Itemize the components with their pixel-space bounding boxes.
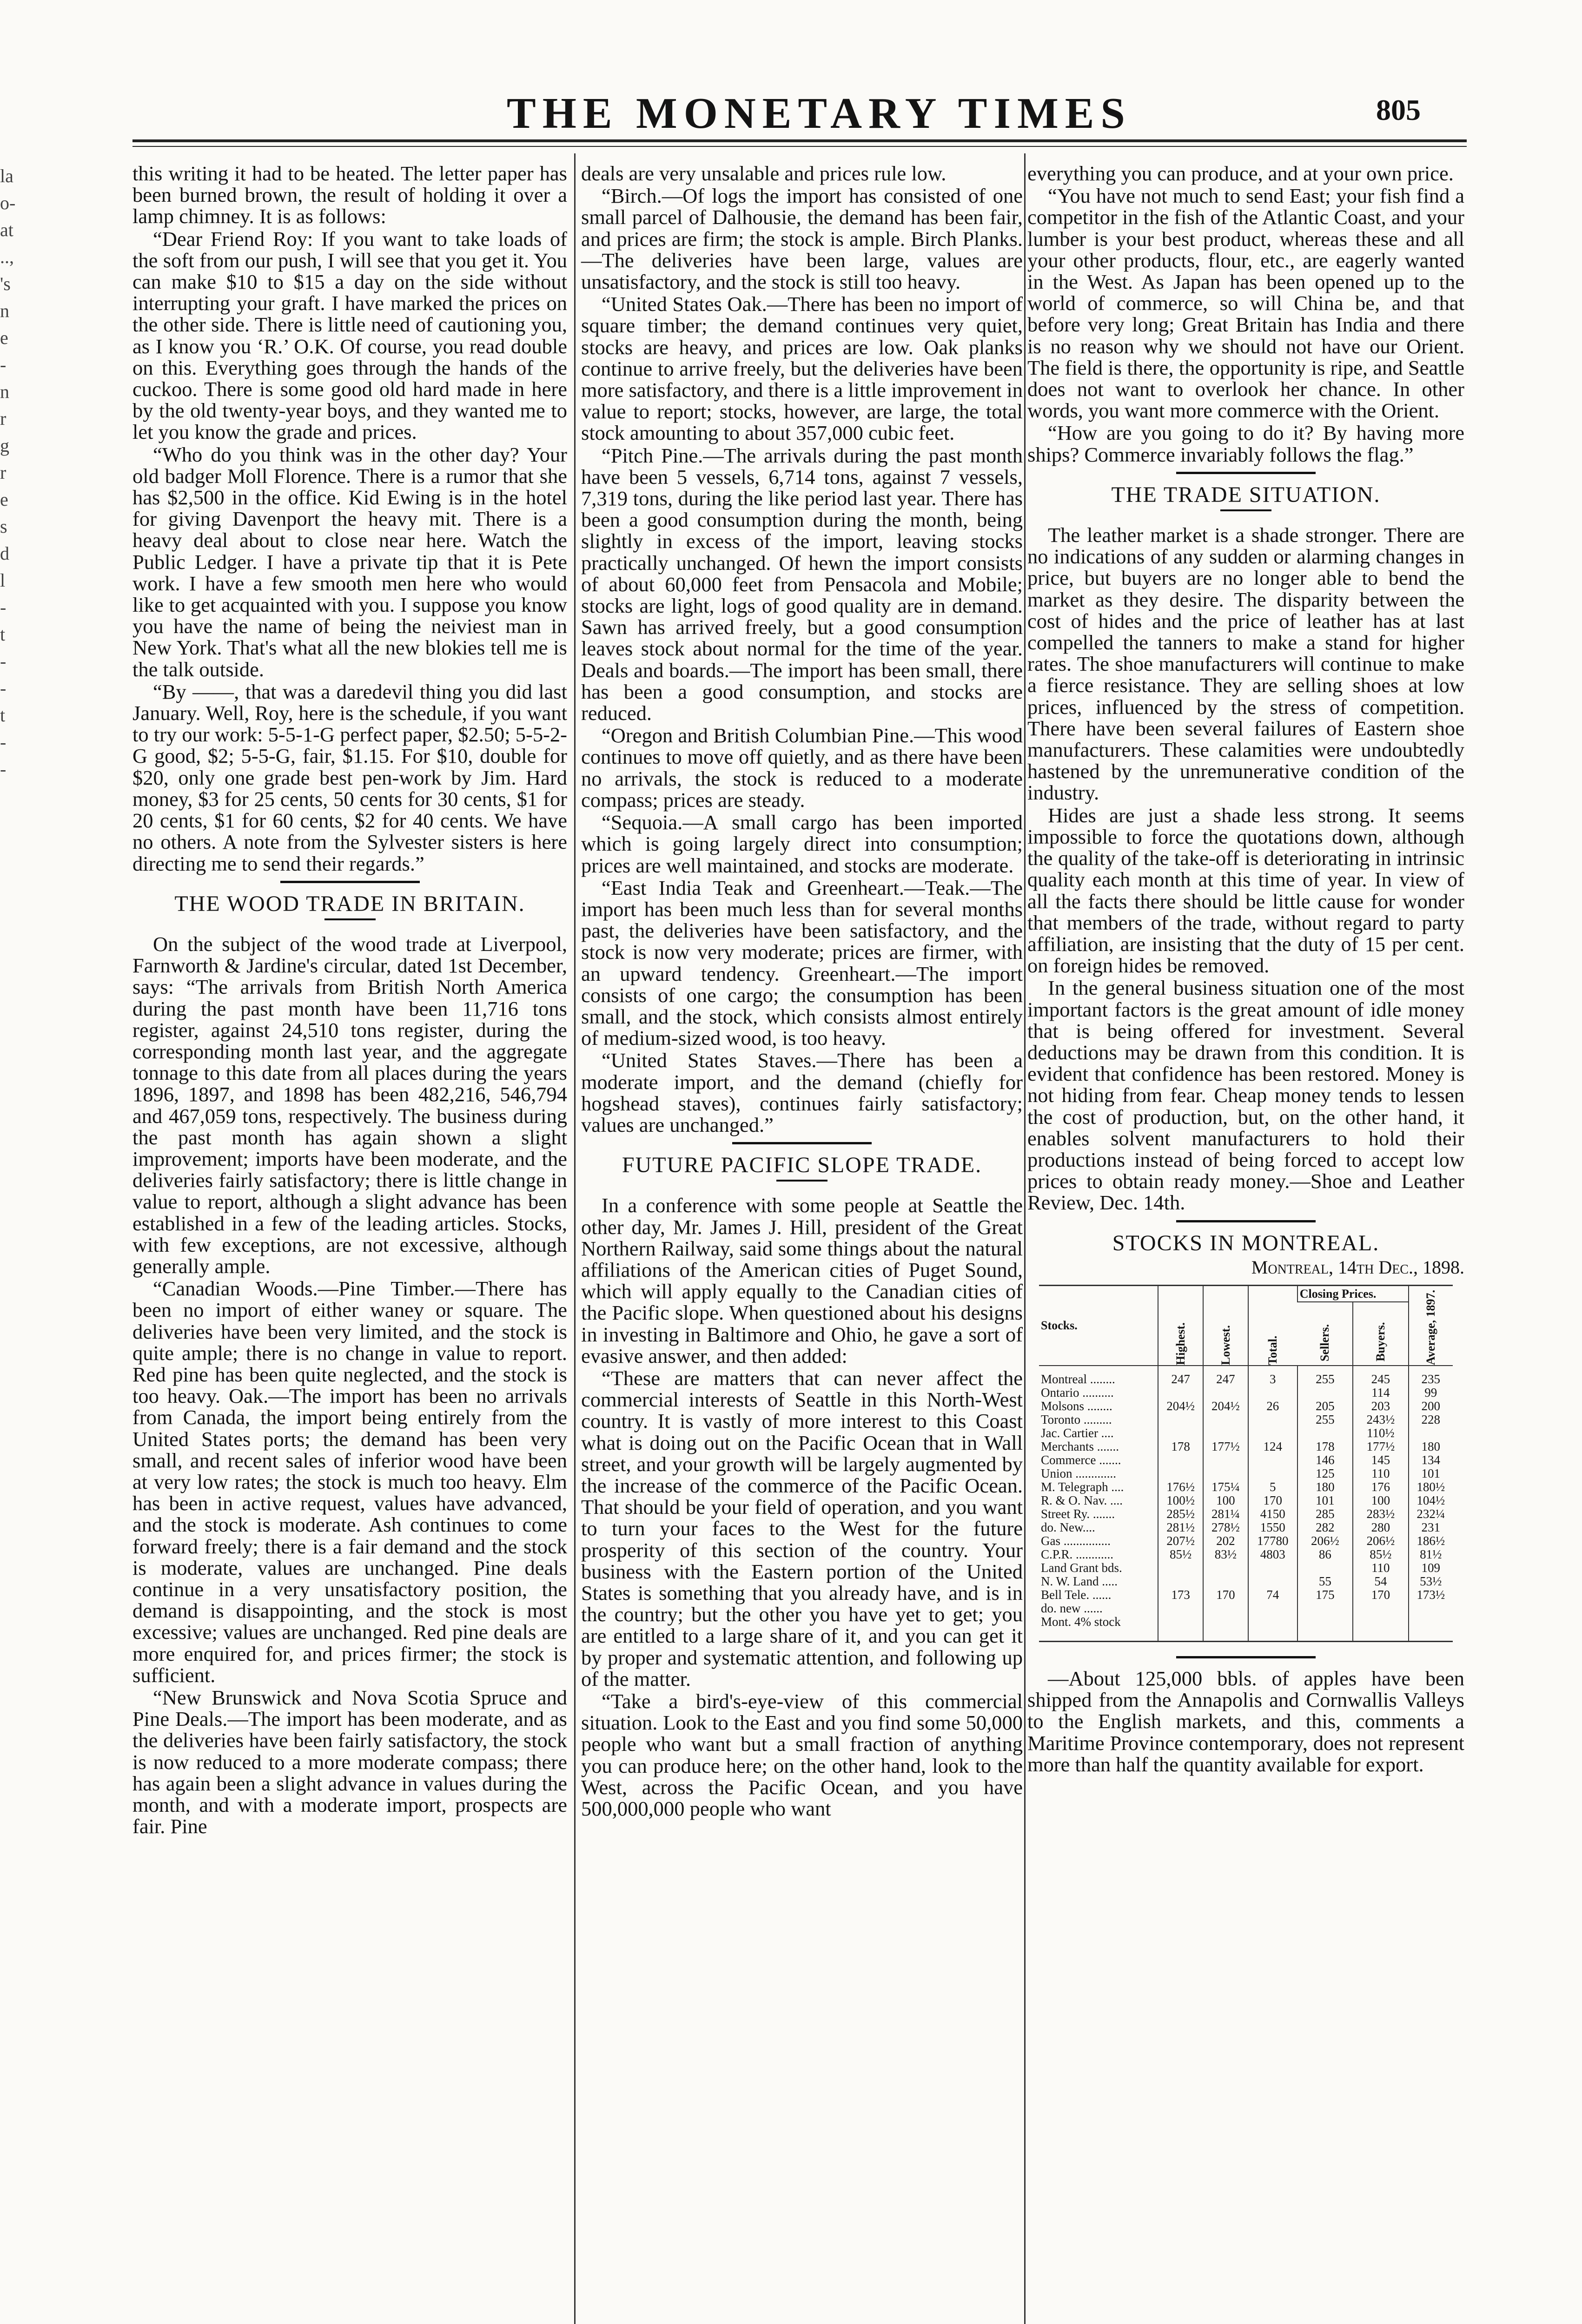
stock-value: 235 [1409, 1366, 1453, 1386]
margin-fragment: - [0, 678, 7, 699]
margin-fragment: r [0, 462, 7, 483]
stock-value [1409, 1615, 1453, 1642]
pacific-trade-continued [1027, 163, 1464, 465]
wood-paragraph: “East India Teak and Greenheart.—Teak.—The import has been much less than for several months past, the deliveries have been satisfactory, and the stock is now very moderate; prices are firmer, with an upward tendency. Greenheart.—The import consists of one cargo; the consumption has been small, and the stock, which consists almost entirely of medium-sized wood, is too heavy. [581, 876, 1023, 1050]
stock-value: 85½ [1158, 1548, 1203, 1561]
stock-value [1353, 1615, 1408, 1642]
stock-value: 173½ [1409, 1588, 1453, 1602]
stock-value: 54 [1353, 1575, 1408, 1588]
stock-value: 178 [1158, 1440, 1203, 1453]
stock-name: C.P.R. ............ [1041, 1547, 1114, 1561]
section-divider [732, 1142, 872, 1144]
stock-value [1158, 1426, 1203, 1440]
header-rule [132, 139, 1467, 142]
stock-row [1039, 1588, 1453, 1602]
stock-value [1158, 1615, 1203, 1642]
pacific-paragraph: “How are you going to do it? By having more ships? Commerce invariably follows the flag.” [1027, 421, 1464, 466]
stock-value: 281¼ [1203, 1507, 1248, 1521]
margin-fragment: t [0, 705, 6, 726]
stock-value [1248, 1615, 1297, 1642]
heading-trade-situation: THE TRADE SITUATION. [1111, 482, 1381, 507]
pacific-paragraph: In a conference with some people at Seattle the other day, Mr. James J. Hill, president of the Great Northern Railway, said some things about the natural affiliations of the American cities of Puget Sound, which will apply equally to the Canadian cities of the Pacific slope. When questioned about his designs in investing in Baltimore and Ohio, he gave a sort of evasive answer, and then added: [581, 1194, 1023, 1367]
stock-value [1158, 1386, 1203, 1400]
margin-fragment: n [0, 300, 9, 321]
margin-fragment: e [0, 327, 8, 348]
stock-value: 285½ [1158, 1507, 1203, 1521]
section-divider [1176, 1656, 1316, 1658]
left-margin-fragments [0, 163, 28, 783]
stock-value [1248, 1386, 1297, 1400]
stock-name: Molsons ........ [1041, 1399, 1112, 1413]
stock-value: 114 [1353, 1386, 1408, 1400]
stock-value [1203, 1453, 1248, 1467]
stock-name: Commerce ....... [1041, 1452, 1121, 1467]
stock-row [1039, 1400, 1453, 1413]
stock-value: 278½ [1203, 1521, 1248, 1534]
col-header-stocks: Stocks. [1039, 1285, 1158, 1366]
stock-value [1158, 1602, 1203, 1615]
stock-value: 101 [1409, 1467, 1453, 1480]
pacific-paragraph: “You have not much to send East; your fish find a competitor in the fish of the Atlantic Coast, and your lumber is your best product, whereas these and all your other products, flour, etc., are eagerly wanted in the West. As Japan has been opened up to the world of commerce, so will China be, and that before very long; Great Britain has India and there is no reason why we should not have our Orient. The field is there, the opportunity is ripe, and Seattle does not want to overlook her chance. In other words, you want more commerce with the Orient. [1027, 184, 1464, 423]
stock-value: 110 [1353, 1467, 1408, 1480]
wood-paragraph: “United States Oak.—There has been no import of square timber; the demand continues very quiet, stocks are heavy, and prices are low. Oak planks continue to arrive freely, but the deliveries have been more satisfactory, and there is a little improvement in value to report; stocks, however, are large, the total stock amounting to about 357,000 cubic feet. [581, 292, 1023, 445]
stock-value: 4803 [1248, 1548, 1297, 1561]
stock-value: 200 [1409, 1400, 1453, 1413]
stock-value: 101 [1297, 1494, 1353, 1507]
stock-row [1039, 1426, 1453, 1440]
stock-value: 145 [1353, 1453, 1408, 1467]
stocks-table [1039, 1285, 1453, 1642]
heading-rule [1220, 509, 1271, 511]
stock-name: do. New.... [1041, 1520, 1095, 1534]
heading-pacific-trade: FUTURE PACIFIC SLOPE TRADE. [622, 1153, 982, 1178]
stock-value [1203, 1615, 1248, 1642]
stock-value: 100 [1353, 1494, 1408, 1507]
stocks-table-body [1039, 1366, 1453, 1642]
stock-row [1039, 1440, 1453, 1453]
pacific-trade-article [581, 1195, 1023, 1819]
stock-value [1203, 1575, 1248, 1588]
stock-value [1297, 1615, 1353, 1642]
section-divider [1176, 472, 1316, 474]
stock-value: 125 [1297, 1467, 1353, 1480]
stock-name: Union ............. [1041, 1466, 1116, 1480]
col-header-total [1248, 1285, 1297, 1366]
heading-wood-trade: THE WOOD TRADE IN BRITAIN. [174, 891, 525, 916]
stock-name: Toronto ......... [1041, 1412, 1112, 1426]
stock-value: 176½ [1158, 1480, 1203, 1494]
stock-name: N. W. Land ..... [1041, 1574, 1118, 1588]
stock-value: 74 [1248, 1588, 1297, 1602]
stock-value [1203, 1413, 1248, 1426]
section-divider [1176, 1220, 1316, 1222]
masthead [0, 88, 1582, 139]
stock-value: 247 [1203, 1366, 1248, 1386]
margin-fragment: - [0, 354, 7, 375]
margin-fragment: - [0, 732, 7, 753]
stock-row [1039, 1467, 1453, 1480]
stock-value: 146 [1297, 1453, 1353, 1467]
stock-row [1039, 1366, 1453, 1386]
stock-row [1039, 1494, 1453, 1507]
col-header-lowest [1203, 1285, 1248, 1366]
stock-value [1297, 1386, 1353, 1400]
stock-value: 176 [1353, 1480, 1408, 1494]
margin-fragment: - [0, 759, 7, 779]
stock-value: 228 [1409, 1413, 1453, 1426]
stock-value: 180 [1409, 1440, 1453, 1453]
wood-trade-article [132, 933, 567, 1837]
column-divider [574, 153, 576, 2324]
stock-row [1039, 1548, 1453, 1561]
column-2 [581, 163, 1023, 1820]
wood-paragraph: “Pitch Pine.—The arrivals during the past month have been 5 vessels, 6,714 tons, against 7 vessels, 7,319 tons, during the like period last year. There has been a good consumption during the month, being slightly in excess of the import, leaving stocks practically unchanged. Of hewn the import consists of about 60,000 feet from Pensacola and Mobile; stocks are light, logs of good quality are in demand. Sawn has arrived freely, but a good consumption leaves stock about normal for the time of the year. Deals and boards.—The import has been small, there has been a good consumption, and stocks are reduced. [581, 443, 1023, 725]
wood-paragraph: “United States Staves.—There has been a moderate import, and the demand (chiefly for hogshead staves), continues fairly satisfactory; values are unchanged.” [581, 1049, 1023, 1136]
margin-fragment: d [0, 543, 9, 564]
stock-value: 4150 [1248, 1507, 1297, 1521]
stock-row [1039, 1534, 1453, 1548]
stock-value [1409, 1426, 1453, 1440]
stock-value: 178 [1297, 1440, 1353, 1453]
wood-paragraph: “Oregon and British Columbian Pine.—This wood continues to move off quietly, and as there have been no arrivals, the stock is reduced to a moderate compass; prices are steady. [581, 724, 1023, 812]
stock-value: 247 [1158, 1366, 1203, 1386]
header-total-label: Total. [1266, 1335, 1280, 1365]
stock-value: 170 [1353, 1588, 1408, 1602]
stock-value [1248, 1602, 1297, 1615]
stocks-dateline: Montreal, 14th Dec., 1898. [1251, 1256, 1464, 1278]
header-highest-label: Highest. [1174, 1322, 1188, 1365]
wood-trade-continued [581, 163, 1023, 1136]
header-sellers-label: Sellers. [1318, 1324, 1332, 1362]
stock-value [1248, 1453, 1297, 1467]
stock-value [1158, 1575, 1203, 1588]
stock-value: 81½ [1409, 1548, 1453, 1561]
stock-name: Merchants ....... [1041, 1439, 1119, 1453]
wood-paragraph: “Sequoia.—A small cargo has been imported which is going largely direct into consumption; prices are well maintained, and stocks are moderate. [581, 811, 1023, 877]
wood-paragraph: On the subject of the wood trade at Liverpool, Farnworth & Jardine's circular, dated 1st December, says: “The arrivals from British North America during the past month have been 11,716 tons register, against 24,510 tons register, during the corresponding month last year, and the aggregate tonnage to this date from all places during the years 1896, 1897, and 1898 has been 482,216, 546,794 and 467,059 tons, respectively. The business during the past month has again shown a slight improvement; imports have been moderate, and the deliveries fairly satisfactory; there is little change in value to report, although a slight advance has been established in a few of the leading articles. Stocks, with few exceptions, are not excessive, although generally ample. [132, 932, 567, 1278]
margin-fragment: l [0, 570, 6, 591]
stock-name: Mont. 4% stock [1041, 1614, 1121, 1629]
margin-fragment: n [0, 381, 9, 402]
header-average-label: Average, 1897. [1424, 1289, 1438, 1365]
stock-value: 255 [1297, 1413, 1353, 1426]
stock-value [1203, 1561, 1248, 1575]
stock-value: 203 [1353, 1400, 1408, 1413]
stock-row [1039, 1602, 1453, 1615]
stock-value: 170 [1203, 1588, 1248, 1602]
stock-value: 170 [1248, 1494, 1297, 1507]
stock-value: 205 [1297, 1400, 1353, 1413]
header-lowest-label: Lowest. [1218, 1325, 1232, 1365]
stock-value: 232¼ [1409, 1507, 1453, 1521]
margin-fragment: - [0, 597, 7, 618]
stock-value: 17780 [1248, 1534, 1297, 1548]
pacific-paragraph: “These are matters that can never affect the commercial interests of Seattle in this North-West country. It is vastly of more interest to this Coast what is doing out on the Pacific Ocean that in Wall street, and your growth will be largely augmented by the increase of the commerce of the Pacific Ocean. That should be your field of operation, and you want to turn your faces to the West for the future prosperity of this section of the country. Your business with the Eastern portion of the United States is something that you already have, and is in the country; but the other you have yet to get; you are entitled to a large share of it, and you can get it by proper and systematic attention, and following up of the matter. [581, 1366, 1023, 1690]
stock-value [1158, 1453, 1203, 1467]
stock-value: 5 [1248, 1480, 1297, 1494]
stock-value [1297, 1561, 1353, 1575]
header-buyers-label: Buyers. [1374, 1322, 1388, 1362]
stock-value [1297, 1602, 1353, 1615]
stock-value: 202 [1203, 1534, 1248, 1548]
stock-value: 124 [1248, 1440, 1297, 1453]
header-rule-thin [132, 146, 1467, 147]
stock-name: R. & O. Nav. .... [1041, 1493, 1123, 1507]
stock-row [1039, 1507, 1453, 1521]
stock-value [1297, 1426, 1353, 1440]
letter-paragraph: “By ——, that was a daredevil thing you did last January. Well, Roy, here is the schedule, if you want to try our work: 5-5-1-G perfect paper, $2.50; 5-5-2-G good, $2; 5-5-G, fair, $1.15. For $10, double for $20, only one grade best pen-work by Jim. Hard money, $3 for 25 cents, 50 cents for 30 cents, $1 for 20 cents, $1 for 60 cents, $2 for 40 cents. We have no others. A note from the Sylvester sisters is here directing me to send their regards.” [132, 680, 567, 875]
margin-fragment: .., [0, 246, 14, 267]
stock-value [1203, 1467, 1248, 1480]
trade-situation-article [1027, 524, 1464, 1214]
stock-value: 281½ [1158, 1521, 1203, 1534]
stock-value: 231 [1409, 1521, 1453, 1534]
stock-value: 177½ [1203, 1440, 1248, 1453]
stock-value: 83½ [1203, 1548, 1248, 1561]
trade-paragraph: In the general business situation one of the most important factors is the great amount of idle money that is being offered for investment. Several deductions may be drawn from this condition. It is evident that confidence has been restored. Money is not hiding from fear. Cheap money tends to lessen the cost of production, but, on the other hand, it enables solvent manufacturers to hold their productions instead of being forced to accept low prices to obtain ready money.—Shoe and Leather Review, Dec. 14th. [1027, 976, 1464, 1215]
stock-row [1039, 1615, 1453, 1642]
letter-paragraph: this writing it had to be heated. The letter paper has been burned brown, the result of holding it over a lamp chimney. It is as follows: [132, 162, 567, 228]
stock-value: 207½ [1158, 1534, 1203, 1548]
stock-value: 285 [1297, 1507, 1353, 1521]
stock-value [1248, 1413, 1297, 1426]
stock-value: 109 [1409, 1561, 1453, 1575]
stock-row [1039, 1521, 1453, 1534]
stock-value: 282 [1297, 1521, 1353, 1534]
stock-value: 280 [1353, 1521, 1408, 1534]
stock-value: 100½ [1158, 1494, 1203, 1507]
heading-rule [324, 918, 376, 920]
stock-value: 173 [1158, 1588, 1203, 1602]
stock-value: 110½ [1353, 1426, 1408, 1440]
margin-fragment: g [0, 435, 9, 456]
trade-paragraph: Hides are just a shade less strong. It seems impossible to force the quotations down, although the quality of the take-off is deteriorating in intrinsic quality each month at this time of year. In view of all the facts there should be little cause for wonder that members of the trade, without regard to party affiliation, are insisting that the duty of 15 per cent. on foreign hides be removed. [1027, 803, 1464, 977]
stock-name: Land Grant bds. [1041, 1560, 1122, 1575]
wood-paragraph: “Birch.—Of logs the import has consisted of one small parcel of Dalhousie, the demand has been fair, and prices are firm; the stock is ample. Birch Planks.—The deliveries have been large, values are unsatisfactory, and the stock is still too heavy. [581, 184, 1023, 294]
margin-fragment: e [0, 489, 8, 510]
stock-name: M. Telegraph .... [1041, 1479, 1124, 1494]
stock-value: 204½ [1203, 1400, 1248, 1413]
heading-stocks: STOCKS IN MONTREAL. [1112, 1230, 1380, 1255]
stock-value [1203, 1602, 1248, 1615]
col-header-closing: Closing Prices. [1297, 1285, 1409, 1301]
column-1 [132, 163, 567, 1838]
column-divider [1024, 153, 1026, 2324]
stock-value: 180 [1297, 1480, 1353, 1494]
col-header-buyers [1353, 1302, 1408, 1366]
stock-name: Montreal ........ [1041, 1372, 1115, 1386]
margin-fragment: 's [0, 273, 11, 294]
stock-value: 134 [1409, 1453, 1453, 1467]
stock-row [1039, 1561, 1453, 1575]
col-header-average [1409, 1285, 1453, 1366]
stock-value: 180½ [1409, 1480, 1453, 1494]
stock-value [1158, 1467, 1203, 1480]
stock-name: do. new ...... [1041, 1601, 1103, 1615]
letter-article [132, 163, 567, 874]
stock-value [1203, 1386, 1248, 1400]
letter-paragraph: “Dear Friend Roy: If you want to take loads of the soft from our push, I will see that you get it. You can make $10 to $15 a day on the side without interrupting your graft. I have marked the prices on the other side. There is little need of cautioning you, as I know you ‘R.’ O.K. Of course, you read double on this. Everything goes through the hands of the cuckoo. There is some good old hard made in here by the old twenty-year boys, and they wanted me to let you know the grade and prices. [132, 227, 567, 444]
stock-value: 283½ [1353, 1507, 1408, 1521]
col-header-highest [1158, 1285, 1203, 1366]
stock-value: 255 [1297, 1366, 1353, 1386]
stock-value: 175 [1297, 1588, 1353, 1602]
wood-paragraph: deals are very unsalable and prices rule low. [581, 162, 947, 185]
stock-value [1158, 1561, 1203, 1575]
stock-value [1158, 1413, 1203, 1426]
margin-fragment: s [0, 516, 7, 537]
stock-value: 204½ [1158, 1400, 1203, 1413]
margin-fragment: - [0, 651, 7, 672]
stock-name: Street Ry. ....... [1041, 1506, 1115, 1521]
newspaper-title: THE MONETARY TIMES [507, 89, 1132, 138]
stock-value [1203, 1426, 1248, 1440]
stock-value: 3 [1248, 1366, 1297, 1386]
stock-value: 26 [1248, 1400, 1297, 1413]
letter-paragraph: “Who do you think was in the other day? Your old badger Moll Florence. There is a rumor that she has $2,500 in the office. Kid Ewing is in the hotel for giving Davenport the heavy mit. There is a heavy deal about to close near here. Watch the Public Ledger. I have a private tip that it is Pete work. I have a few smooth men here who would like to get acquainted with you. I suppose you know you have the name of being the neiviest man in New York. That's what all the new blokies tell me is the talk outside. [132, 442, 567, 681]
stock-value: 53½ [1409, 1575, 1453, 1588]
apples-note: —About 125,000 bbls. of apples have been shipped from the Annapolis and Cornwallis Valleys to the English markets, and this, comments a Maritime Province contemporary, does not represent more than half the quantity available for export. [1027, 1666, 1464, 1776]
page-number: 805 [1376, 93, 1421, 126]
column-3 [1027, 163, 1464, 1776]
stock-name: Ontario .......... [1041, 1385, 1114, 1400]
margin-fragment: o- [0, 192, 16, 213]
stock-row [1039, 1413, 1453, 1426]
stock-value [1248, 1426, 1297, 1440]
margin-fragment: r [0, 408, 7, 429]
trade-paragraph: The leather market is a shade stronger. There are no indications of any sudden or alarming changes in price, but buyers are no longer able to bend the market as they desire. The disparity between the cost of hides and the price of leather has at last compelled the tanners to make a stand for higher rates. The shoe manufacturers will continue to make a fierce resistance. They are selling shoes at low prices, influenced by the stress of competition. There have been several failures of Eastern shoe manufacturers. These calamities were undoubtedly hastened by the unremunerative condition of the industry. [1027, 523, 1464, 805]
stock-value: 110 [1353, 1561, 1408, 1575]
stock-value [1248, 1467, 1297, 1480]
stock-value [1409, 1602, 1453, 1615]
stock-value [1248, 1575, 1297, 1588]
col-header-sellers [1297, 1302, 1353, 1366]
stock-row [1039, 1453, 1453, 1467]
stock-value: 175¼ [1203, 1480, 1248, 1494]
wood-paragraph: “Canadian Woods.—Pine Timber.—There has been no import of either waney or square. The deliveries have been very limited, and the stock is quite ample; there is no change in value to report. Red pine has been quite neglected, and the stock is too heavy. Oak.—The import has been no arrivals from Canada, the import being entirely from the United States ports; the demand has been very small, and recent sales of inferior wood have been at very low rates; the stock is much too heavy. Elm has been in active request, values have advanced, and the stock is moderate. Ash continues to come forward freely; there is a fair demand and the stock is moderate, values are unchanged. Pine deals continue in a very unsatisfactory position, the demand is disappointing, and the stock is most excessive; values are unchanged. Red pine deals are more enquired for, and prices firmer; the stock is sufficient. [132, 1277, 567, 1687]
stock-name: Jac. Cartier .... [1041, 1426, 1114, 1440]
heading-rule [776, 1180, 827, 1182]
margin-fragment: t [0, 624, 6, 645]
stock-value: 99 [1409, 1386, 1453, 1400]
pacific-paragraph: everything you can produce, and at your own price. [1027, 162, 1454, 185]
stock-row [1039, 1575, 1453, 1588]
stock-value: 245 [1353, 1366, 1408, 1386]
stock-value: 85½ [1353, 1548, 1408, 1561]
wood-paragraph: “New Brunswick and Nova Scotia Spruce and Pine Deals.—The import has been moderate, and as the deliveries have been fairly satisfactory, the stock is now reduced to a more moderate compass; there has again been a slight advance in values during the month, and with a moderate import, prospects are fair. Pine [132, 1686, 567, 1838]
stock-value: 100 [1203, 1494, 1248, 1507]
stock-row [1039, 1480, 1453, 1494]
stock-value: 243½ [1353, 1413, 1408, 1426]
stock-value: 177½ [1353, 1440, 1408, 1453]
stock-value: 86 [1297, 1548, 1353, 1561]
stock-name: Gas ............... [1041, 1533, 1111, 1548]
margin-fragment: la [0, 165, 13, 186]
stock-value: 206½ [1297, 1534, 1353, 1548]
margin-fragment: at [0, 219, 13, 240]
stock-value: 186½ [1409, 1534, 1453, 1548]
stock-value: 206½ [1353, 1534, 1408, 1548]
stock-value: 1550 [1248, 1521, 1297, 1534]
stock-value [1248, 1561, 1297, 1575]
stock-value [1353, 1602, 1408, 1615]
pacific-paragraph: “Take a bird's-eye-view of this commercial situation. Look to the East and you find some 50,000 people who want but a small fraction of anything you can produce here; on the other hand, look to the West, across the Pacific Ocean, and you have 500,000,000 people who want [581, 1690, 1023, 1821]
stock-row [1039, 1386, 1453, 1400]
section-divider [280, 881, 420, 883]
stock-value: 104½ [1409, 1494, 1453, 1507]
stock-name: Bell Tele. ...... [1041, 1587, 1112, 1602]
stock-value: 55 [1297, 1575, 1353, 1588]
